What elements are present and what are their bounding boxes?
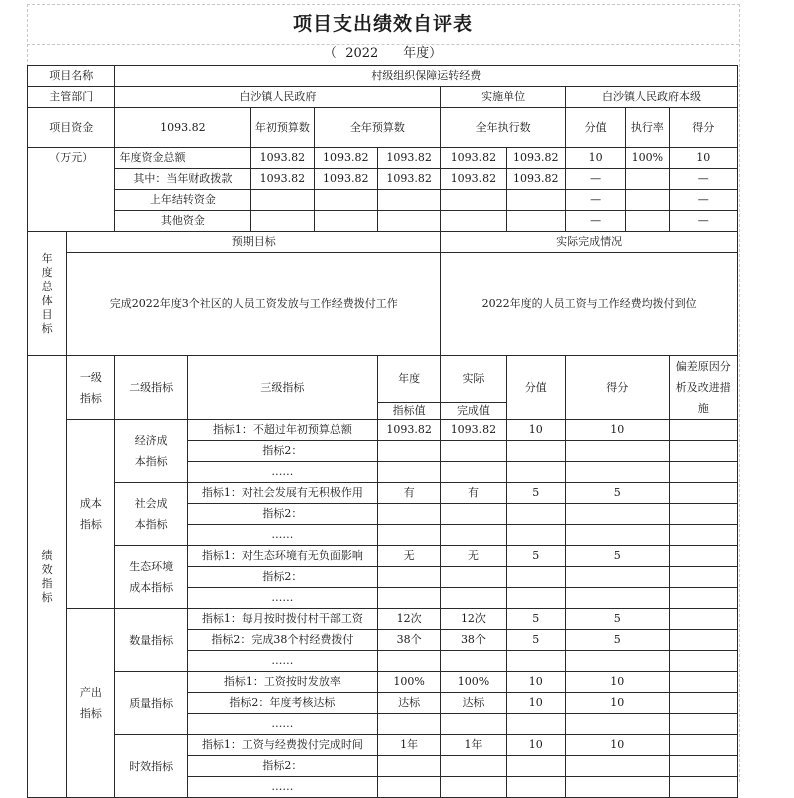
indicator-score xyxy=(565,588,669,609)
score-result: 10 xyxy=(669,148,737,169)
target-value: 1093.82 xyxy=(377,420,440,441)
target-value: 100% xyxy=(377,672,440,693)
actual-header: 实际完成情况 xyxy=(441,232,738,253)
annual-exec-value: 1093.82 xyxy=(441,148,506,169)
dept-label: 主管部门 xyxy=(28,87,115,108)
year-unit: 年度） xyxy=(403,46,443,61)
target-value xyxy=(377,777,440,798)
deviation-note xyxy=(669,483,737,504)
level3-indicator: …… xyxy=(187,777,377,798)
annual-exec-value xyxy=(441,211,506,232)
year-line xyxy=(27,45,739,63)
deviation-note xyxy=(669,504,737,525)
level3-indicator: 指标1：每月按时拨付村干部工资 xyxy=(187,609,377,630)
col-actual-top: 实际 xyxy=(441,356,506,403)
annual-budget-value-2 xyxy=(377,190,440,211)
funds-row-label: 年度资金总额 xyxy=(115,148,251,169)
col-actual-bottom: 完成值 xyxy=(441,403,506,420)
score-value: 10 xyxy=(565,148,625,169)
col-initial-budget: 年初预算数 xyxy=(251,108,314,148)
actual-value xyxy=(441,525,506,546)
project-name: 村级组织保障运转经费 xyxy=(115,66,738,87)
funds-row xyxy=(28,169,738,190)
actual-value xyxy=(441,567,506,588)
target-value xyxy=(377,441,440,462)
level2-indicator: 质量指标 xyxy=(115,672,187,735)
level3-indicator: …… xyxy=(187,462,377,483)
annual-exec-value-2: 1093.82 xyxy=(506,148,565,169)
level2-indicator: 社会成 本指标 xyxy=(115,483,187,546)
indicator-score xyxy=(565,756,669,777)
indicator-score-value xyxy=(506,651,565,672)
funds-total: 1093.82 xyxy=(115,108,251,148)
dept-row xyxy=(28,87,738,108)
indicator-score-value: 5 xyxy=(506,546,565,567)
deviation-note xyxy=(669,462,737,483)
col-perf-score-value: 分值 xyxy=(506,356,565,420)
actual-value: 1093.82 xyxy=(441,420,506,441)
indicator-row xyxy=(28,483,738,504)
annual-budget-value: 1093.82 xyxy=(314,169,377,190)
perf-header-row xyxy=(28,356,738,403)
deviation-note xyxy=(669,777,737,798)
deviation-note xyxy=(669,672,737,693)
target-value: 无 xyxy=(377,546,440,567)
col-score-value: 分值 xyxy=(565,108,625,148)
year-open: （ xyxy=(323,46,337,61)
indicator-score: 10 xyxy=(565,420,669,441)
level3-indicator: 指标2： xyxy=(187,504,377,525)
goals-content-row xyxy=(28,253,738,356)
deviation-note xyxy=(669,525,737,546)
actual-value: 1年 xyxy=(441,735,506,756)
indicator-score: 10 xyxy=(565,735,669,756)
indicator-score-value xyxy=(506,777,565,798)
indicator-score-value xyxy=(506,756,565,777)
indicator-score xyxy=(565,777,669,798)
project-name-row xyxy=(28,66,738,87)
actual-result: 2022年度的人员工资与工作经费均拨付到位 xyxy=(441,253,738,356)
funds-header-row xyxy=(28,108,738,148)
indicator-score-value: 10 xyxy=(506,735,565,756)
col-deviation xyxy=(669,356,737,420)
col-exec-rate: 执行率 xyxy=(626,108,669,148)
exec-rate-value xyxy=(626,169,669,190)
level3-indicator: …… xyxy=(187,588,377,609)
deviation-note xyxy=(669,546,737,567)
actual-value: 100% xyxy=(441,672,506,693)
indicator-score-value: 5 xyxy=(506,630,565,651)
indicator-score xyxy=(565,651,669,672)
level3-indicator: 指标1：不超过年初预算总额 xyxy=(187,420,377,441)
annual-exec-value-2 xyxy=(506,211,565,232)
actual-value: 38个 xyxy=(441,630,506,651)
annual-budget-value-2: 1093.82 xyxy=(377,148,440,169)
perf-side-label: 绩 效 指 标 xyxy=(28,356,67,798)
funds-label-top: 项目资金 xyxy=(28,108,115,148)
actual-value xyxy=(441,441,506,462)
actual-value xyxy=(441,504,506,525)
target-value xyxy=(377,525,440,546)
level3-indicator: 指标2： xyxy=(187,441,377,462)
indicator-row xyxy=(28,546,738,567)
col-target-top: 年度 xyxy=(377,356,440,403)
initial-budget-value: 1093.82 xyxy=(251,148,314,169)
indicator-row xyxy=(28,735,738,756)
indicator-score: 10 xyxy=(565,693,669,714)
indicator-score-value: 10 xyxy=(506,672,565,693)
col-deviation-text: 偏差原因分析及改进措施 xyxy=(675,360,731,415)
annual-budget-value xyxy=(314,190,377,211)
initial-budget-value: 1093.82 xyxy=(251,169,314,190)
deviation-note xyxy=(669,420,737,441)
indicator-score-value: 5 xyxy=(506,609,565,630)
funds-label-bottom: （万元） xyxy=(28,148,115,169)
funds-row-label: 其中：当年财政拨款 xyxy=(115,169,251,190)
indicator-score xyxy=(565,525,669,546)
impl-label: 实施单位 xyxy=(441,87,566,108)
annual-budget-value-2: 1093.82 xyxy=(377,169,440,190)
level3-indicator: 指标2： xyxy=(187,567,377,588)
impl-value: 白沙镇人民政府本级 xyxy=(565,87,737,108)
annual-exec-value: 1093.82 xyxy=(441,169,506,190)
indicator-row xyxy=(28,672,738,693)
deviation-note xyxy=(669,630,737,651)
indicator-score xyxy=(565,567,669,588)
indicator-score: 10 xyxy=(565,672,669,693)
indicator-score-value xyxy=(506,714,565,735)
goals-side-label: 年 度 总 体 目 标 xyxy=(28,232,67,356)
indicator-score-value xyxy=(506,567,565,588)
deviation-note xyxy=(669,756,737,777)
dept-value: 白沙镇人民政府 xyxy=(115,87,441,108)
level3-indicator: 指标2：完成38个村经费拨付 xyxy=(187,630,377,651)
col-level1: 一级 指标 xyxy=(67,356,115,420)
actual-value xyxy=(441,588,506,609)
actual-value xyxy=(441,777,506,798)
exec-rate-value: 100% xyxy=(626,148,669,169)
score-result: — xyxy=(669,190,737,211)
year-value: 2022 xyxy=(345,46,379,61)
indicator-score-value: 10 xyxy=(506,420,565,441)
indicator-score xyxy=(565,462,669,483)
level3-indicator: 指标2： xyxy=(187,756,377,777)
score-result: — xyxy=(669,211,737,232)
funds-label-blank xyxy=(28,190,115,211)
funds-row-label: 上年结转资金 xyxy=(115,190,251,211)
level3-indicator: 指标1：对生态环境有无负面影响 xyxy=(187,546,377,567)
deviation-note xyxy=(669,735,737,756)
indicator-row xyxy=(28,609,738,630)
exec-rate-value xyxy=(626,190,669,211)
target-value: 12次 xyxy=(377,609,440,630)
actual-value: 无 xyxy=(441,546,506,567)
actual-value: 达标 xyxy=(441,693,506,714)
col-annual-budget: 全年预算数 xyxy=(314,108,441,148)
level1-indicator: 成本 指标 xyxy=(67,420,115,609)
indicator-score xyxy=(565,714,669,735)
expected-header: 预期目标 xyxy=(67,232,441,253)
score-result: — xyxy=(669,169,737,190)
actual-value: 12次 xyxy=(441,609,506,630)
deviation-note xyxy=(669,588,737,609)
indicator-score xyxy=(565,504,669,525)
indicator-score-value xyxy=(506,525,565,546)
funds-label-blank xyxy=(28,169,115,190)
deviation-note xyxy=(669,714,737,735)
goals-header-row xyxy=(28,232,738,253)
funds-row-label: 其他资金 xyxy=(115,211,251,232)
score-value: — xyxy=(565,190,625,211)
funds-label-blank xyxy=(28,211,115,232)
indicator-score-value xyxy=(506,504,565,525)
col-level2: 二级指标 xyxy=(115,356,187,420)
level3-indicator: …… xyxy=(187,525,377,546)
level2-indicator: 经济成 本指标 xyxy=(115,420,187,483)
funds-row xyxy=(28,190,738,211)
annual-exec-value xyxy=(441,190,506,211)
target-value: 1年 xyxy=(377,735,440,756)
annual-exec-value-2: 1093.82 xyxy=(506,169,565,190)
indicator-score xyxy=(565,441,669,462)
target-value xyxy=(377,462,440,483)
deviation-note xyxy=(669,651,737,672)
indicator-score: 5 xyxy=(565,546,669,567)
project-name-label: 项目名称 xyxy=(28,66,115,87)
target-value xyxy=(377,714,440,735)
deviation-note xyxy=(669,609,737,630)
level2-indicator: 数量指标 xyxy=(115,609,187,672)
target-value xyxy=(377,588,440,609)
indicator-score-value: 10 xyxy=(506,693,565,714)
exec-rate-value xyxy=(626,211,669,232)
level3-indicator: …… xyxy=(187,714,377,735)
level3-indicator: 指标1：对社会发展有无积极作用 xyxy=(187,483,377,504)
annual-budget-value: 1093.82 xyxy=(314,148,377,169)
level3-indicator: 指标1：工资按时发放率 xyxy=(187,672,377,693)
actual-value xyxy=(441,714,506,735)
actual-value xyxy=(441,462,506,483)
indicator-score: 5 xyxy=(565,483,669,504)
target-value xyxy=(377,567,440,588)
col-annual-exec: 全年执行数 xyxy=(441,108,566,148)
col-target-bottom: 指标值 xyxy=(377,403,440,420)
col-level3: 三级指标 xyxy=(187,356,377,420)
col-score: 得分 xyxy=(669,108,737,148)
level3-indicator: 指标2：年度考核达标 xyxy=(187,693,377,714)
initial-budget-value xyxy=(251,190,314,211)
funds-row xyxy=(28,148,738,169)
col-perf-score: 得分 xyxy=(565,356,669,420)
indicator-score: 5 xyxy=(565,609,669,630)
level1-indicator: 产出 指标 xyxy=(67,609,115,798)
initial-budget-value xyxy=(251,211,314,232)
annual-budget-value xyxy=(314,211,377,232)
deviation-note xyxy=(669,693,737,714)
level3-indicator: 指标1：工资与经费拨付完成时间 xyxy=(187,735,377,756)
deviation-note xyxy=(669,567,737,588)
indicator-score-value xyxy=(506,441,565,462)
annual-budget-value-2 xyxy=(377,211,440,232)
score-value: — xyxy=(565,211,625,232)
expected-goal: 完成2022年度3个社区的人员工资发放与工作经费拨付工作 xyxy=(67,253,441,356)
target-value xyxy=(377,756,440,777)
target-value xyxy=(377,504,440,525)
indicator-score: 5 xyxy=(565,630,669,651)
indicator-row xyxy=(28,420,738,441)
target-value xyxy=(377,651,440,672)
deviation-note xyxy=(669,441,737,462)
target-value: 达标 xyxy=(377,693,440,714)
actual-value xyxy=(441,756,506,777)
score-value: — xyxy=(565,169,625,190)
annual-exec-value-2 xyxy=(506,190,565,211)
funds-row xyxy=(28,211,738,232)
evaluation-table xyxy=(27,65,738,798)
level2-indicator: 生态环境 成本指标 xyxy=(115,546,187,609)
actual-value xyxy=(441,651,506,672)
target-value: 38个 xyxy=(377,630,440,651)
target-value: 有 xyxy=(377,483,440,504)
indicator-score-value: 5 xyxy=(506,483,565,504)
actual-value: 有 xyxy=(441,483,506,504)
level3-indicator: …… xyxy=(187,651,377,672)
indicator-score-value xyxy=(506,462,565,483)
page-title: 项目支出绩效自评表 xyxy=(292,13,473,35)
level2-indicator: 时效指标 xyxy=(115,735,187,798)
indicator-score-value xyxy=(506,588,565,609)
